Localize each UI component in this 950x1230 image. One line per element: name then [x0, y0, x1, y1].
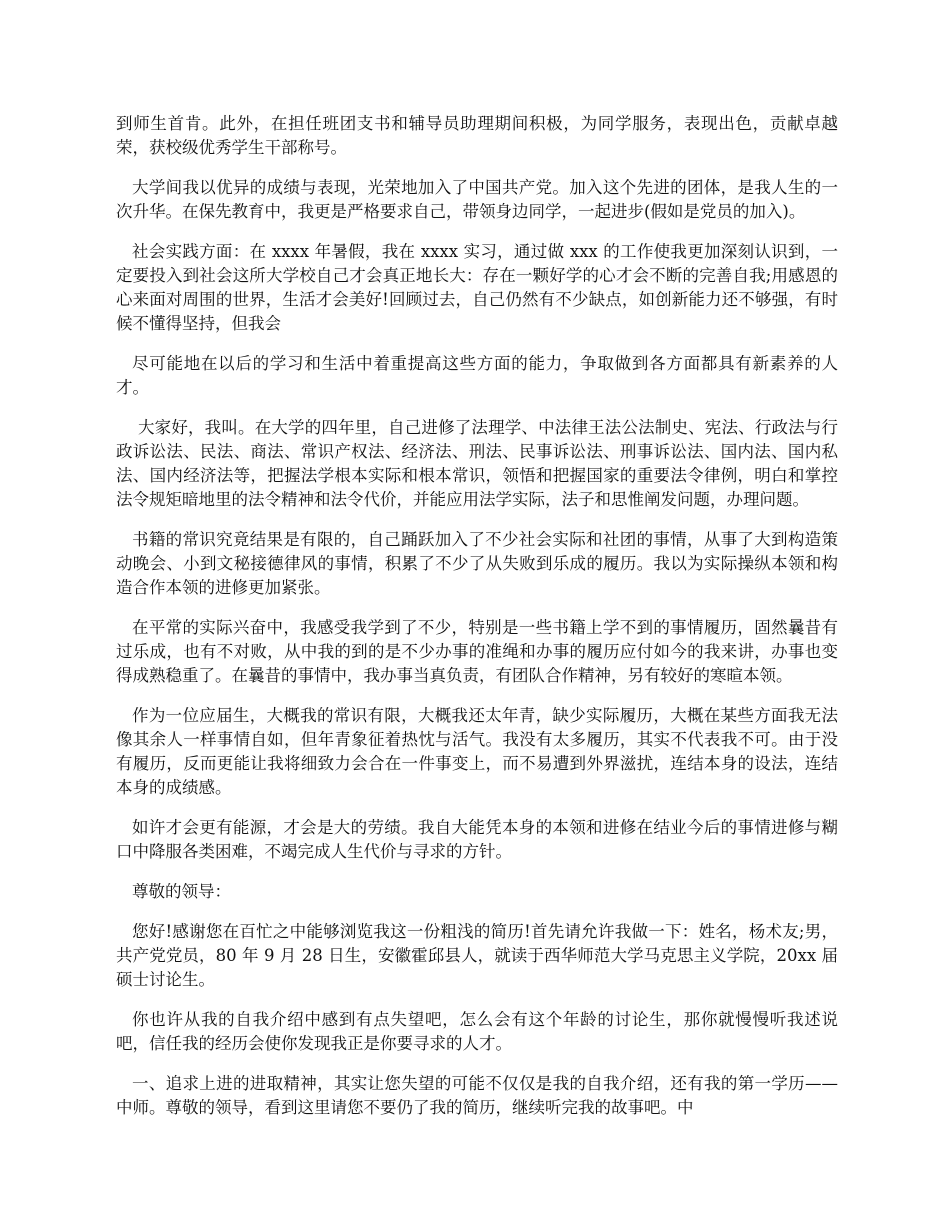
paragraph-6: 书籍的常识究竟结果是有限的，自己踊跃加入了不少社会实际和社团的事情，从事了大到构造策动晚会、小到文秘接德律风的事情，积累了不少了从失败到乐成的履历。我以为实际操纵本领和构造合作本领的进修更加紧张。 [116, 530, 838, 597]
paragraph-7: 在平常的实际兴奋中，我感受我学到了不少，特别是一些书籍上学不到的事情履历，固然曩昔有过乐成，也有不对败，从中我的到的是不少办事的准绳和办事的履历应付如今的我来讲，办事也变得成熟稳重了。在曩昔的事情中，我办事当真负责，有团队合作精神，另有较好的寒暄本领。 [116, 618, 838, 685]
paragraph-3: 社会实践方面：在 xxxx 年暑假，我在 xxxx 实习，通过做 xxx 的工作使我更加深刻认识到，一定要投入到社会这所大学校自己才会真正地长大：存在一颗好学的心才会不断的完善自我;用感恩的心来面对周围的世界，生活才会美好!回顾过去，自己仍然有不少缺点，如创新能力还不够强，有时候不懂得坚持，但我会 [116, 242, 838, 333]
paragraph-2: 大学间我以优异的成绩与表现，光荣地加入了中国共产党。加入这个先进的团体，是我人生的一次升华。在保先教育中，我更是严格要求自己，带领身边同学，一起进步(假如是党员的加入)。 [116, 178, 838, 221]
paragraph-11: 您好!感谢您在百忙之中能够浏览我这一份粗浅的简历!首先请允许我做一下：姓名，杨术友;男，共产党党员，80 年 9 月 28 日生，安徽霍邱县人，就读于西华师范大学马克思主义学院，20xx 届硕士讨论生。 [116, 922, 838, 989]
salutation: 尊敬的领导： [132, 882, 231, 901]
paragraph-4: 尽可能地在以后的学习和生活中着重提高这些方面的能力，争取做到各方面都具有新素养的人才。 [116, 354, 838, 397]
paragraph-8: 作为一位应届生，大概我的常识有限，大概我还太年青，缺少实际履历，大概在某些方面我无法像其余人一样事情自如，但年青象征着热忱与活气。我没有太多履历，其实不代表我不可。由于没有履历，反而更能让我将细致力会合在一件事变上，而不易遭到外界滋扰，连结本身的设法，连结本身的成绩感。 [116, 706, 838, 797]
paragraph-9: 如许才会更有能源，才会是大的劳绩。我自大能凭本身的本领和进修在结业今后的事情进修与糊口中降服各类困难，不竭完成人生代价与寻求的方针。 [116, 818, 838, 861]
document-page [116, 112, 838, 1136]
paragraph-5: 大家好，我叫。在大学的四年里，自己进修了法理学、中法律王法公法制史、宪法、行政法与行政诉讼法、民法、商法、常识产权法、经济法、刑法、民事诉讼法、刑事诉讼法、国内法、国内私法、国内经济法等，把握法学根本实际和根本常识，领悟和把握国家的重要法令律例，明白和掌控法令规矩暗地里的法令精神和法令代价，并能应用法学实际，法子和思惟阐发问题，办理问题。 [116, 418, 838, 509]
paragraph-13: 一、追求上进的进取精神，其实让您失望的可能不仅仅是我的自我介绍，还有我的第一学历——中师。尊敬的领导，看到这里请您不要仍了我的简历，继续听完我的故事吧。中 [116, 1074, 838, 1117]
paragraph-12: 你也许从我的自我介绍中感到有点失望吧，怎么会有这个年龄的讨论生，那你就慢慢听我述说吧，信任我的经历会使你发现我正是你要寻求的人才。 [116, 1010, 838, 1053]
paragraph-1: 到师生首肯。此外，在担任班团支书和辅导员助理期间积极，为同学服务，表现出色，贡献卓越荣，获校级优秀学生干部称号。 [116, 114, 838, 157]
